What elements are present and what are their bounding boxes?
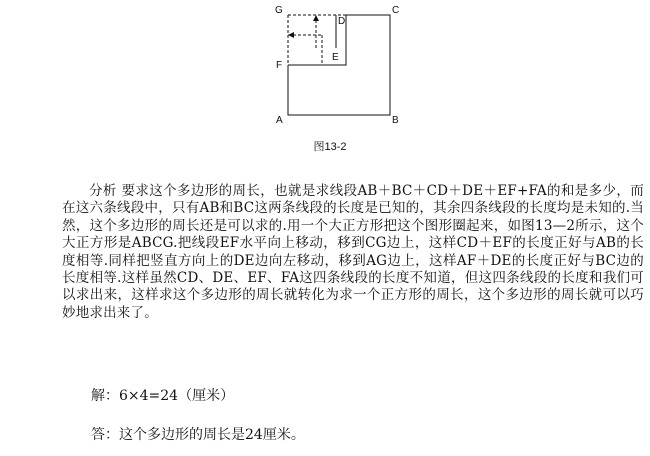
label-e: E (332, 52, 339, 63)
label-a: A (276, 115, 283, 126)
figure-caption: 图13-2 (313, 141, 347, 153)
analysis-paragraph: 分析 要求这个多边形的周长，也就是求线段AB＋BC＋CD＋DE＋EF+FA的和是多少，而在这六条线段中，只有AB和BC这两条线段的长度是已知的，其余四条线段的长度均是未知的.当然，这个多边形的周长还是可以求的.用一个大正方形把这个图形圈起来，如图13—2所示，这个大正方形是ABCG.把线段EF水平向上移动，移到CG边上，这样CD＋EF的长度正好与AB的长度相等.同样把竖直方向上的DE边向左移动，移到AG边上，这样AF＋DE的长度正好与BC边的长度相等.这样虽然CD、DE、EF、FA这四条线段的长度不知道，但这四条线段的长度和我们可以求出来，这样求这个多边形的周长就转化为求一个正方形的周长，这个多边形的周长就可以巧妙地求出来了。 (62, 183, 644, 321)
label-f: F (276, 60, 283, 71)
polygon-figure (270, 0, 410, 135)
label-c: C (392, 5, 400, 16)
polygon-outline (288, 15, 390, 115)
up-arrow-icon (313, 15, 319, 21)
label-g: G (275, 5, 283, 16)
answer-line: 答：这个多边形的周长是24厘米。 (91, 427, 305, 443)
left-arrow-icon (288, 32, 294, 38)
label-d: D (338, 16, 346, 27)
solution-line: 解：6×4=24（厘米） (91, 388, 235, 404)
label-b: B (392, 115, 399, 126)
